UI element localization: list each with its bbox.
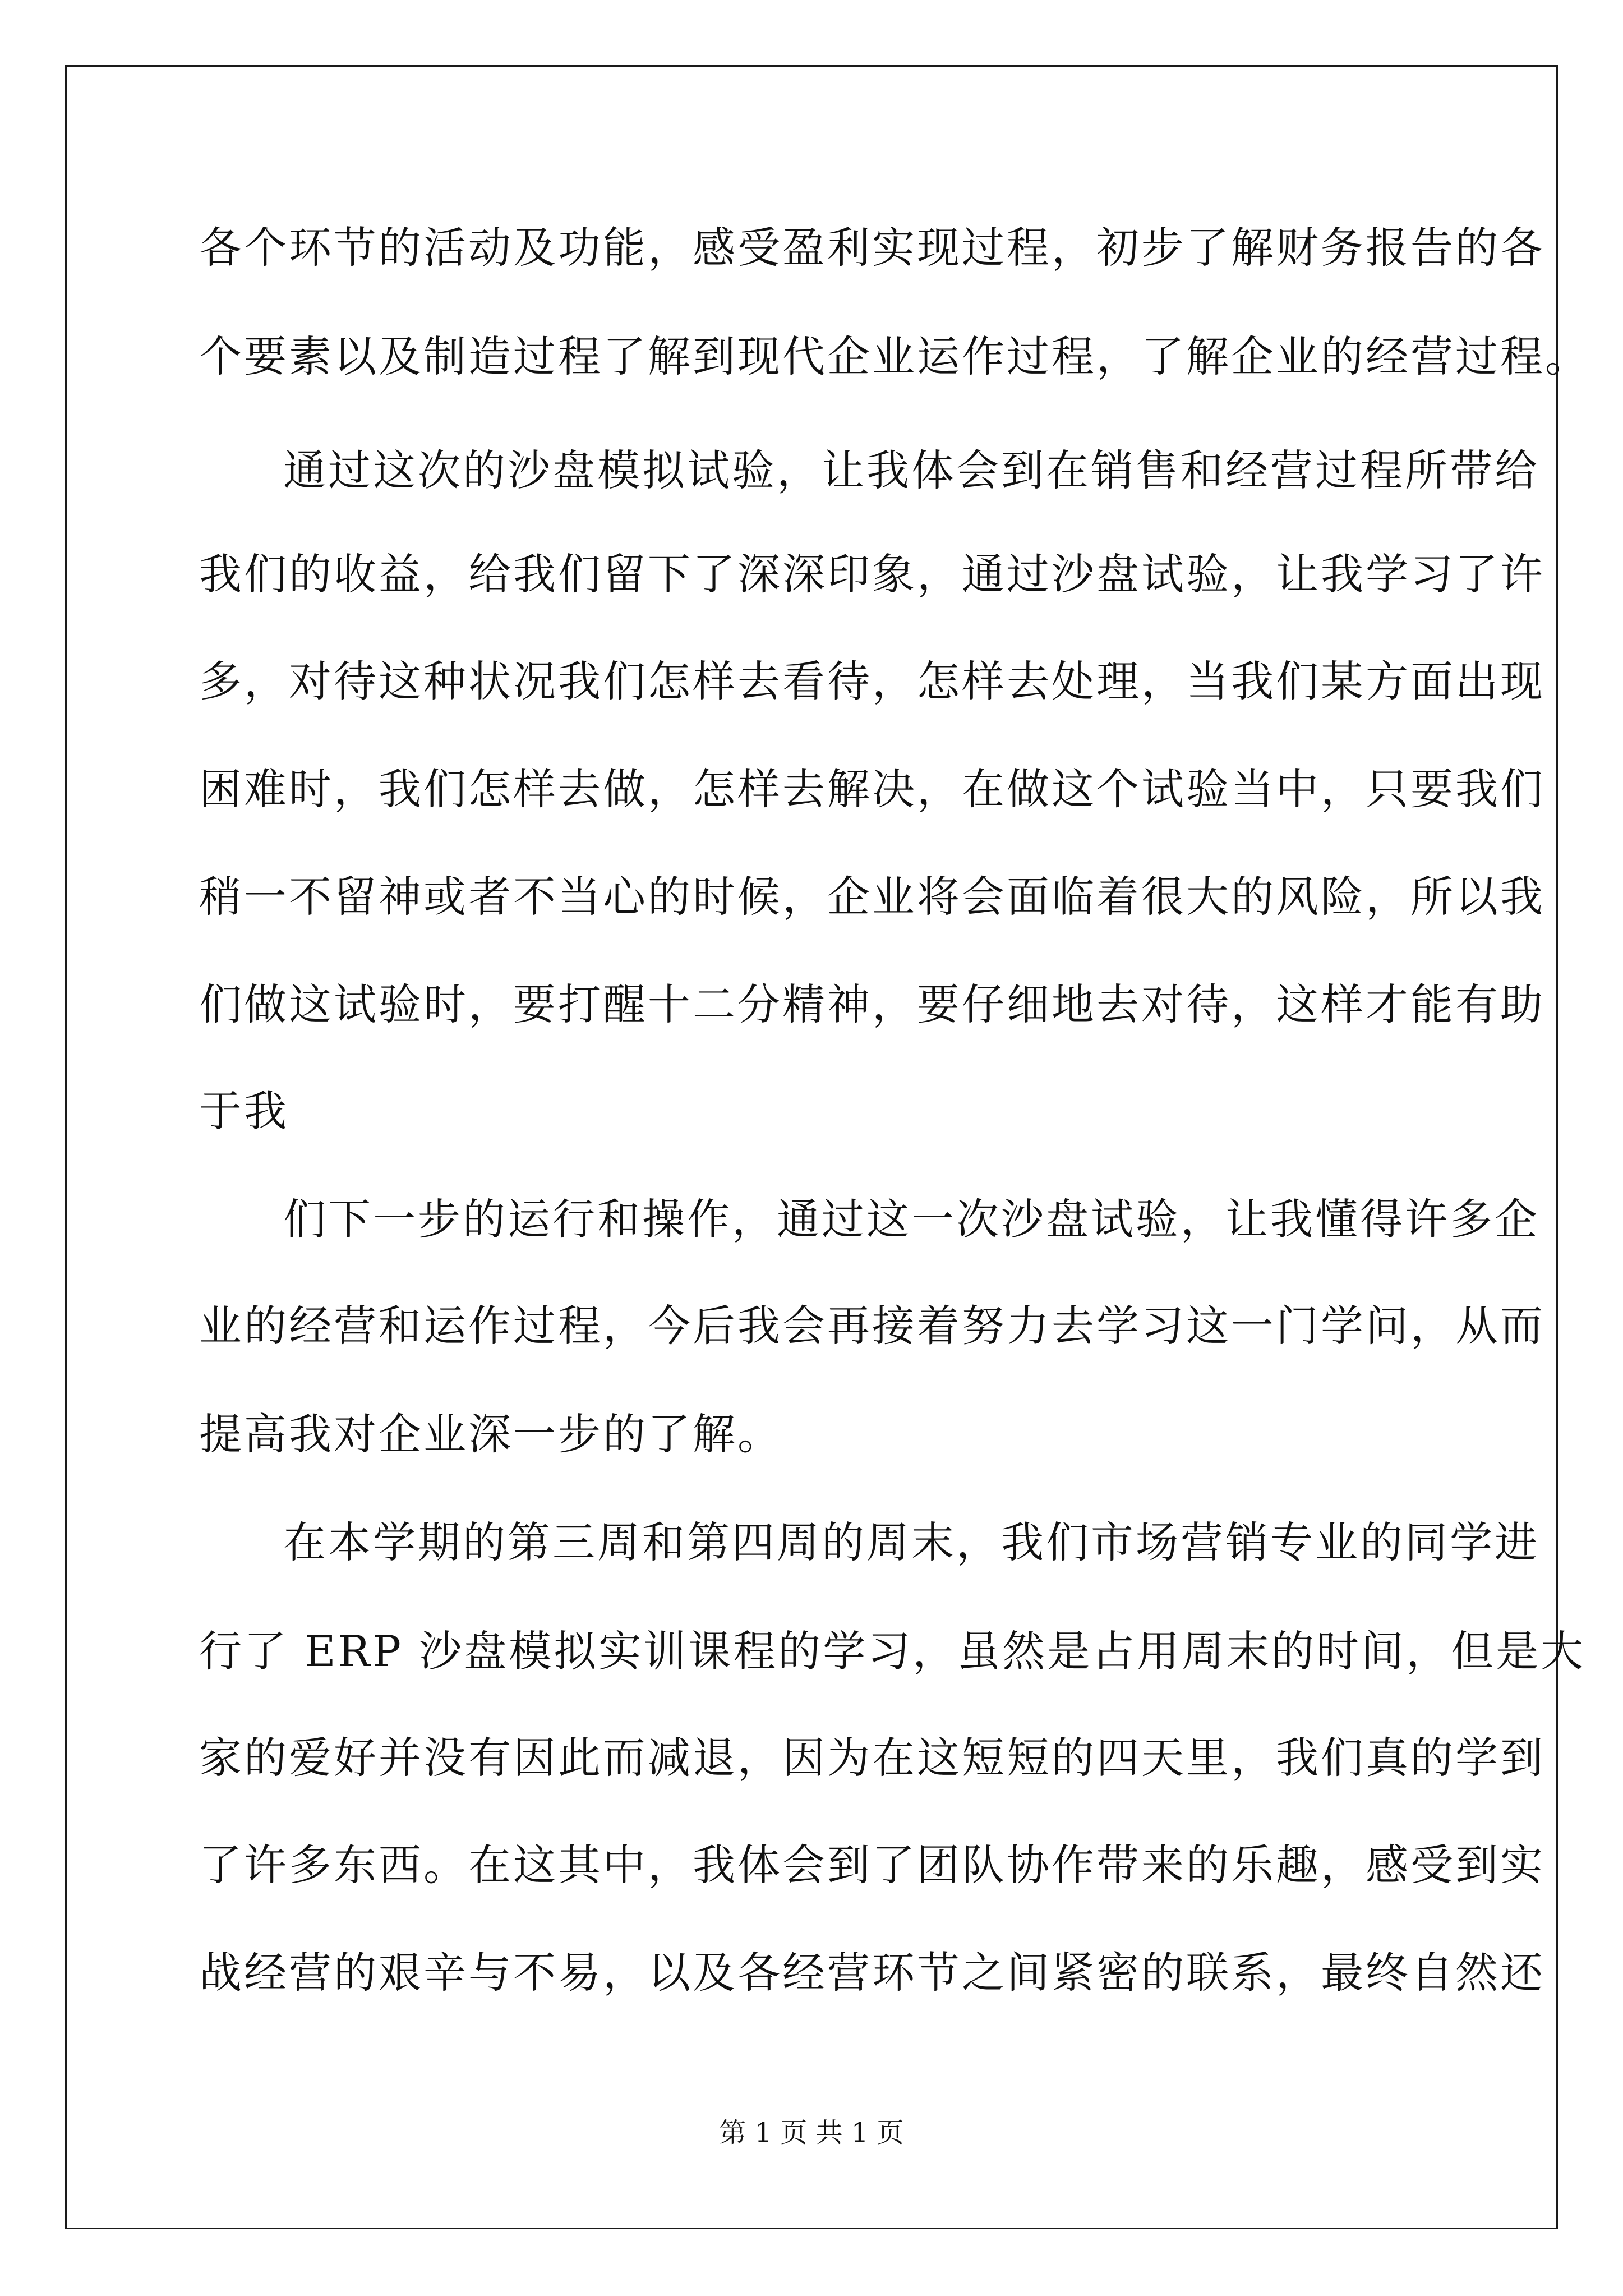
text-line: 们做这试验时，要打醒十二分精神，要仔细地去对待，这样才能有助 [199,979,1545,1029]
text-line: 了许多东西。在这其中，我体会到了团队协作带来的乐趣，感受到实 [199,1840,1545,1890]
paragraph-first-line: 们下一步的运行和操作，通过这一次沙盘试验，让我懂得许多企 [283,1194,1539,1244]
page-number-footer: 第 1 页 共 1 页 [719,2117,904,2148]
paragraph-first-line: 通过这次的沙盘模拟试验，让我体会到在销售和经营过程所带给 [283,445,1539,495]
text-line: 个要素以及制造过程了解到现代企业运作过程，了解企业的经营过程。 [199,332,1590,381]
text-line: 战经营的艰辛与不易，以及各经营环节之间紧密的联系，最终自然还 [199,1948,1545,1998]
text-line: 于我 [199,1086,289,1136]
page-border [65,65,1558,2229]
text-line: 稍一不留神或者不当心的时候，企业将会面临着很大的风险，所以我 [199,872,1545,922]
text-line: 业的经营和运作过程，今后我会再接着努力去学习这一门学问，从而 [199,1301,1545,1351]
text-line: 家的爱好并没有因此而减退，因为在这短短的四天里，我们真的学到 [199,1733,1545,1783]
text-line: 提高我对企业深一步的了解。 [199,1409,782,1459]
paragraph-first-line: 在本学期的第三周和第四周的周末，我们市场营销专业的同学进 [283,1517,1539,1567]
text-line: 各个环节的活动及功能，感受盈利实现过程，初步了解财务报告的各 [199,223,1545,273]
text-line: 我们的收益，给我们留下了深深印象，通过沙盘试验，让我学习了许 [199,549,1545,599]
text-line: 多，对待这种状况我们怎样去看待，怎样去处理，当我们某方面出现 [199,656,1545,706]
text-line: 困难时，我们怎样去做，怎样去解决，在做这个试验当中，只要我们 [199,764,1545,814]
text-line: 行了 ERP 沙盘模拟实训课程的学习，虽然是占用周末的时间，但是大 [199,1626,1586,1676]
